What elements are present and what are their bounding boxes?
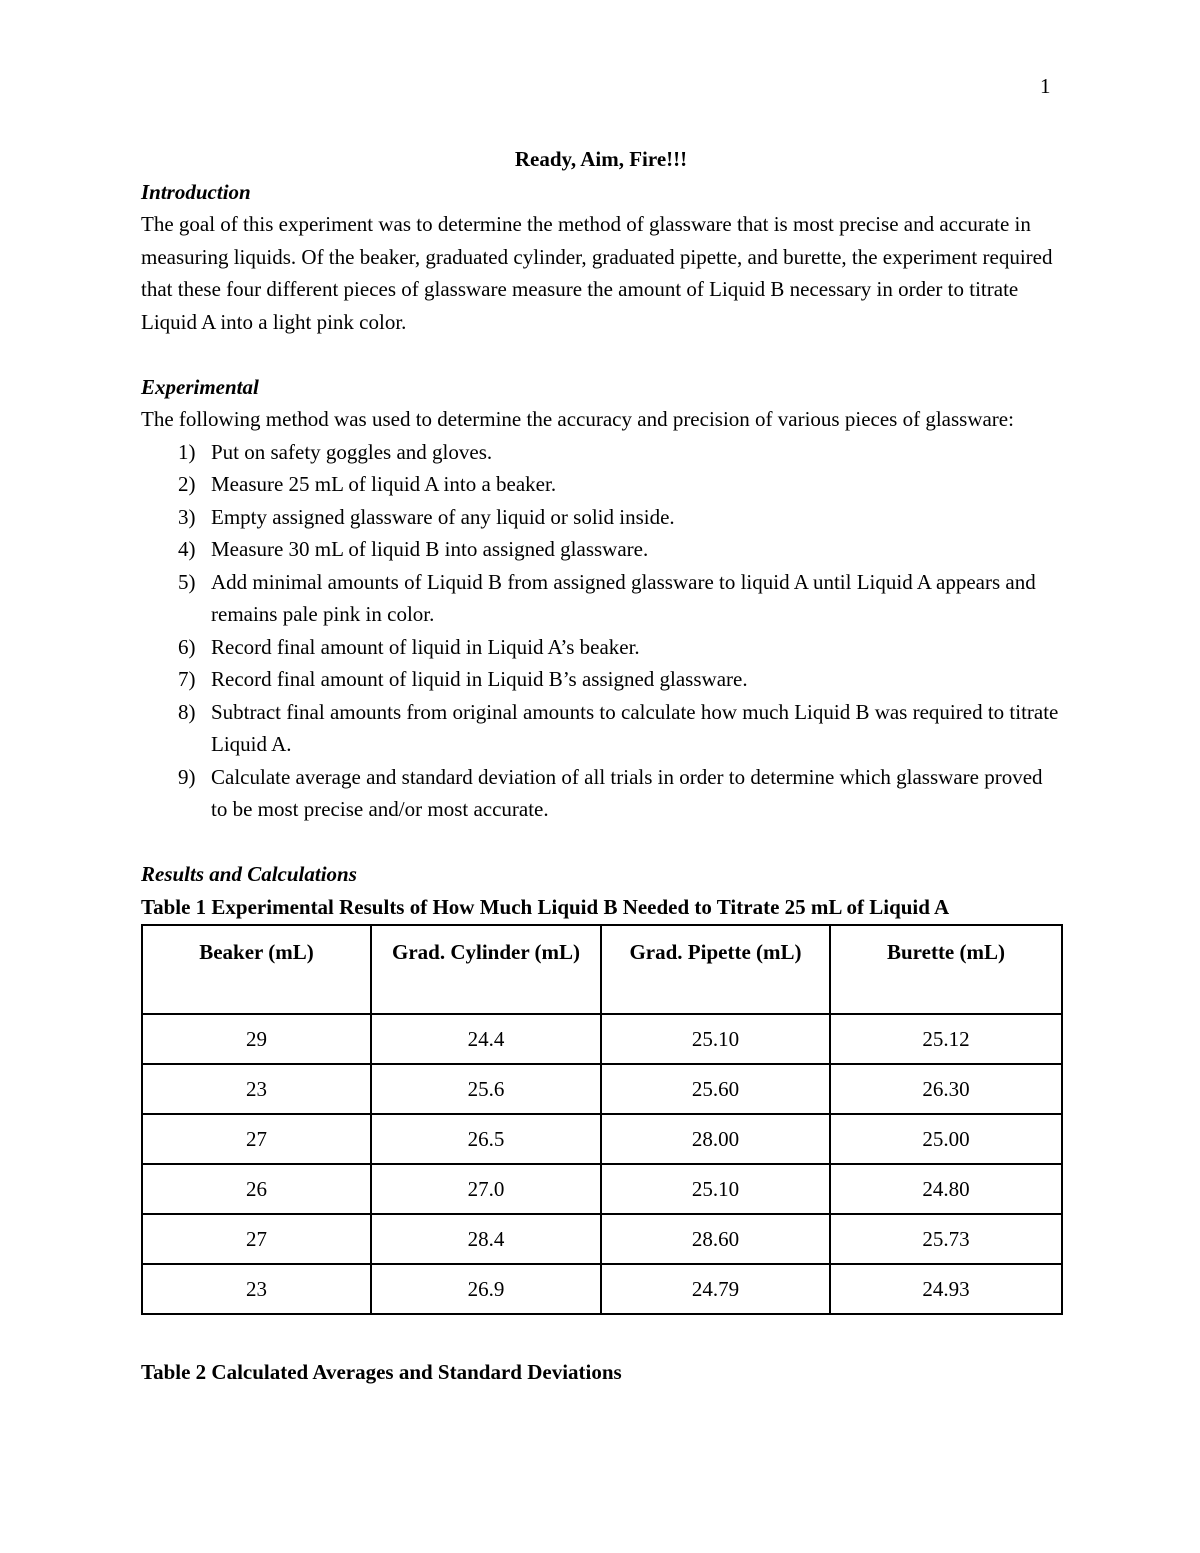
table-cell: 23	[142, 1264, 371, 1314]
step-number: 5)	[178, 569, 196, 594]
table-row	[142, 1164, 1062, 1214]
step-number: 2)	[178, 472, 196, 496]
table-cell: 23	[142, 1064, 371, 1114]
step-number: 9)	[178, 764, 196, 789]
step-text: Put on safety goggles and gloves.	[211, 439, 493, 464]
table-cell: 25.12	[830, 1014, 1062, 1064]
column-header-grad-pipette: Grad. Pipette (mL)	[601, 925, 830, 1014]
step-text: Record final amount of liquid in Liquid A’s beaker.	[211, 634, 640, 659]
spacer	[141, 826, 1061, 859]
table-cell: 24.80	[830, 1164, 1062, 1214]
procedure-step	[141, 566, 1061, 631]
step-text: Calculate average and standard deviation of all trials in order to determine which glassware proved to be most precise and/or most accurate.	[211, 764, 1043, 821]
results-table	[141, 924, 1063, 1315]
table-cell: 27	[142, 1214, 371, 1264]
table-row	[142, 1014, 1062, 1064]
table-row	[142, 1114, 1062, 1164]
document-title: Ready, Aim, Fire!!!	[514, 147, 688, 171]
experimental-heading: Experimental	[141, 374, 259, 399]
table-cell: 29	[142, 1014, 371, 1064]
table-cell: 25.10	[601, 1014, 830, 1064]
step-text: Add minimal amounts of Liquid B from assigned glassware to liquid A until Liquid A appears and remains pale pink in color.	[211, 569, 1036, 626]
table-cell: 26.30	[830, 1064, 1062, 1114]
table2-caption: Table 2 Calculated Averages and Standard Deviations	[141, 1360, 622, 1384]
step-number: 4)	[178, 537, 196, 561]
procedure-step	[141, 533, 1061, 566]
procedure-step	[141, 436, 1061, 469]
table-cell: 28.00	[601, 1114, 830, 1164]
table1-caption: Table 1 Experimental Results of How Much Liquid B Needed to Titrate 25 mL of Liquid A	[141, 894, 950, 919]
introduction-heading: Introduction	[141, 179, 251, 204]
step-text: Measure 30 mL of liquid B into assigned glassware.	[211, 537, 649, 561]
table-cell: 24.4	[371, 1014, 601, 1064]
page-number: 1	[1040, 74, 1051, 98]
table-cell: 27	[142, 1114, 371, 1164]
procedure-step	[141, 631, 1061, 664]
table-cell: 25.73	[830, 1214, 1062, 1264]
procedure-step	[141, 761, 1061, 826]
table-cell: 26.9	[371, 1264, 601, 1314]
procedure-list	[141, 436, 1061, 826]
table-cell: 25.00	[830, 1114, 1062, 1164]
column-header-beaker: Beaker (mL)	[142, 925, 371, 1014]
step-text: Record final amount of liquid in Liquid B’s assigned glassware.	[211, 667, 748, 691]
column-header-grad-cylinder: Grad. Cylinder (mL)	[371, 925, 601, 1014]
table-cell: 26	[142, 1164, 371, 1214]
procedure-step	[141, 501, 1061, 534]
document-body	[141, 143, 1061, 1315]
step-text: Empty assigned glassware of any liquid or solid inside.	[211, 504, 675, 529]
table-cell: 25.10	[601, 1164, 830, 1214]
procedure-step	[141, 696, 1061, 761]
table-row	[142, 1214, 1062, 1264]
introduction-paragraph: The goal of this experiment was to determine the method of glassware that is most precise and accurate in measuring liquids. Of the beaker, graduated cylinder, graduated pipette, and burette, the experiment required that these four different pieces of glassware measure the amount of Liquid B necessary in order to titrate Liquid A into a light pink color.	[141, 212, 1053, 334]
step-number: 3)	[178, 504, 196, 529]
table-cell: 25.6	[371, 1064, 601, 1114]
table-cell: 24.93	[830, 1264, 1062, 1314]
table-cell: 27.0	[371, 1164, 601, 1214]
table-cell: 28.60	[601, 1214, 830, 1264]
table-cell: 24.79	[601, 1264, 830, 1314]
table-row	[142, 1064, 1062, 1114]
table-header-row	[142, 925, 1062, 1014]
procedure-step	[141, 663, 1061, 696]
table-cell: 28.4	[371, 1214, 601, 1264]
table-cell: 26.5	[371, 1114, 601, 1164]
table-cell: 25.60	[601, 1064, 830, 1114]
step-text: Subtract final amounts from original amounts to calculate how much Liquid B was required to titrate Liquid A.	[211, 699, 1059, 756]
step-number: 6)	[178, 634, 196, 659]
results-heading: Results and Calculations	[141, 862, 357, 886]
procedure-step	[141, 468, 1061, 501]
table-row	[142, 1264, 1062, 1314]
step-number: 8)	[178, 699, 196, 724]
step-number: 7)	[178, 667, 196, 691]
column-header-burette: Burette (mL)	[830, 925, 1062, 1014]
step-number: 1)	[178, 439, 196, 464]
spacer	[141, 338, 1061, 371]
step-text: Measure 25 mL of liquid A into a beaker.	[211, 472, 557, 496]
experimental-intro: The following method was used to determine the accuracy and precision of various pieces of glassware:	[141, 407, 1014, 431]
